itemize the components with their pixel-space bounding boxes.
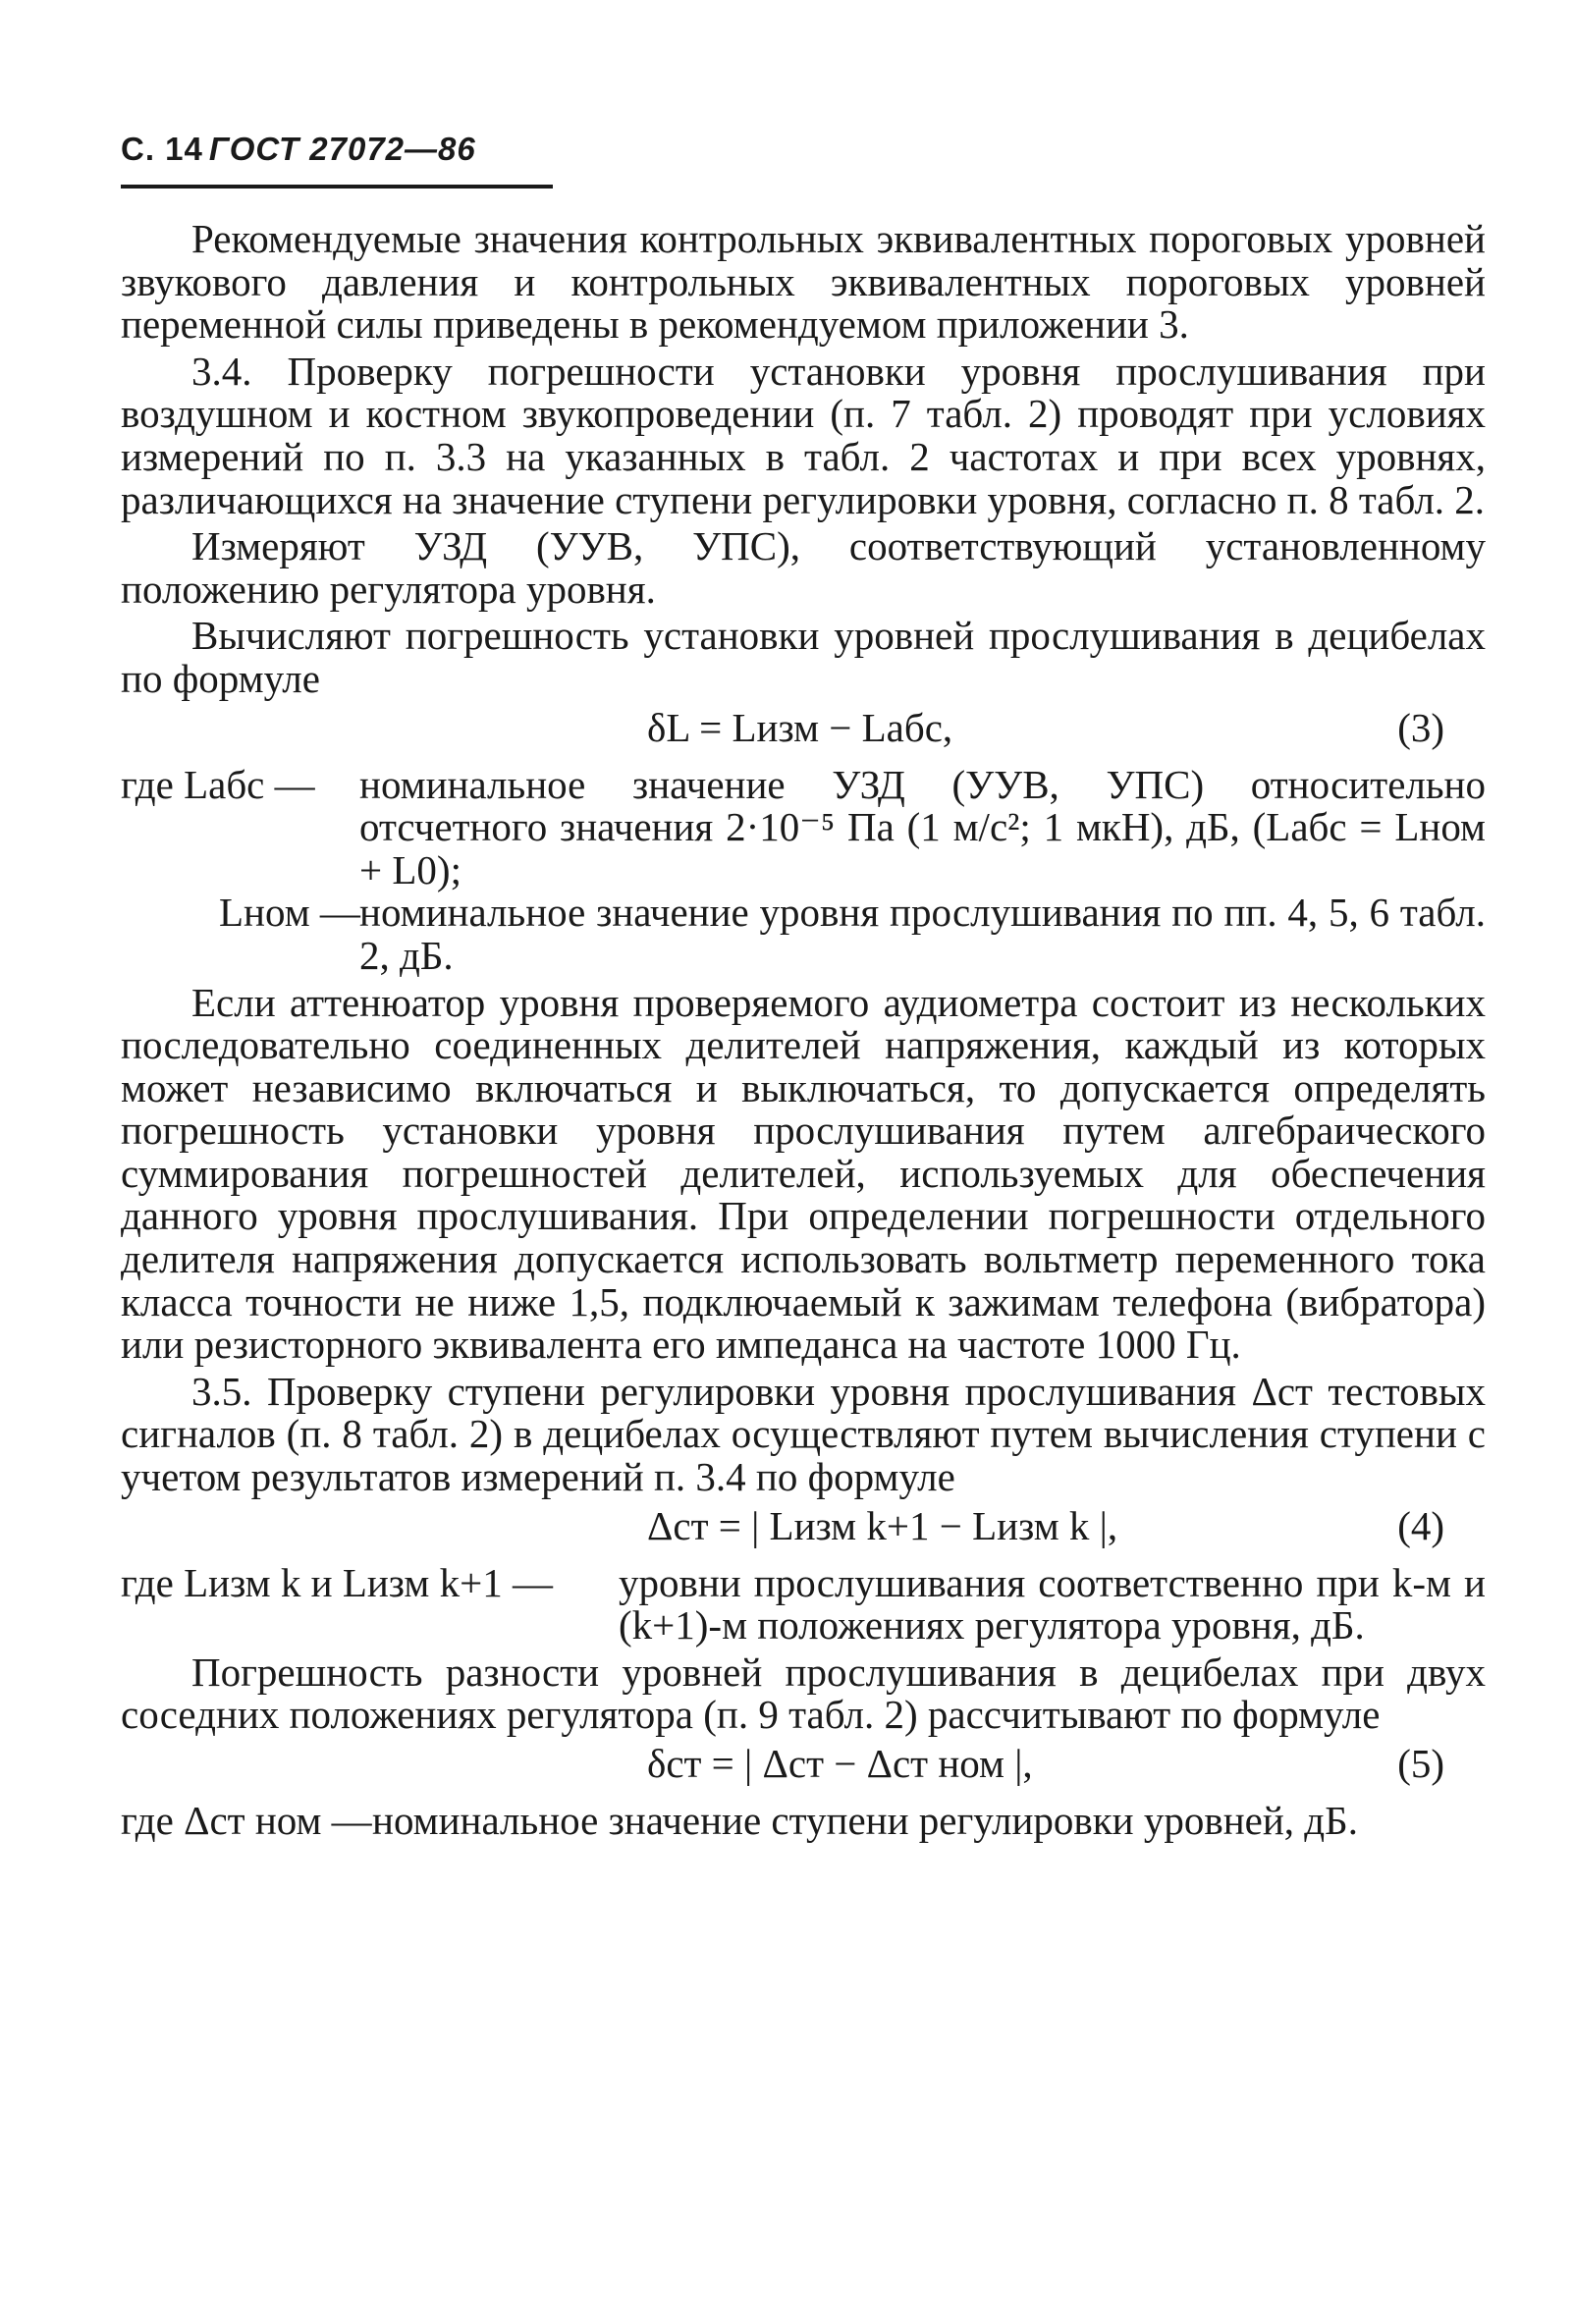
definition xyxy=(121,761,1486,892)
definition-text: уровни прослушивания соответственно при k-м и (k+1)-м положениях регулятора уровня, дБ. xyxy=(619,1559,1486,1648)
paragraph: Вычисляют погрешность установки уровней прослушивания в децибелах по формуле xyxy=(121,613,1486,701)
definition xyxy=(121,892,1486,977)
standard-code: ГОСТ 27072—86 xyxy=(208,131,476,167)
paragraph: Погрешность разности уровней прослушивания в децибелах при двух соседних положениях регулятора (п. 9 табл. 2) рассчитывают по формуле xyxy=(121,1648,1486,1738)
definition xyxy=(121,1559,1486,1648)
page-header xyxy=(121,131,476,168)
paragraph: Если аттенюатор уровня проверяемого аудиометра состоит из нескольких последовательно соединенных делителей напряжения, каждый из которых может независимо включаться и выключаться, то допускается определять погрешность установки уровня прослушивания путем алгебраического суммирования погрешностей делителей, используемых для обеспечения данного уровня прослушивания. При определении погрешности отдельного делителя напряжения допускается использовать вольтметр переменного тока класса точности не ниже 1,5, подключаемый к зажимам телефона (вибратора) или резисторного эквивалента его импеданса на частоте 1000 Гц. xyxy=(121,979,1486,1368)
definition-symbol: где Lабс — xyxy=(121,761,315,807)
definition-text: номинальное значение УЗД (УУВ, УПС) относительно отсчетного значения 2·10⁻⁵ Па (1 м/с²; 1 мкН), дБ, (Lабс = Lном + L0); xyxy=(359,761,1486,892)
formula-expression: δL = Lизм − Lабс, xyxy=(647,704,953,750)
definition-symbol: Lном — xyxy=(219,890,360,936)
formula-number: (4) xyxy=(1397,1502,1444,1548)
definition-symbol: где Δст ном — xyxy=(121,1798,372,1843)
page-number: С. 14 xyxy=(121,131,203,167)
formula-4 xyxy=(121,1502,1486,1560)
header-rule xyxy=(121,185,553,189)
definition xyxy=(121,1800,1486,1843)
paragraph: Измеряют УЗД (УУВ, УПС), соответствующий установленному положению регулятора уровня. xyxy=(121,523,1486,612)
paragraph: 3.5. Проверку ступени регулировки уровня прослушивания Δст тестовых сигналов (п. 8 табл. 2) в децибелах осуществляют путем вычисления ступени с учетом результатов измерений п. 3.4 по формуле xyxy=(121,1368,1486,1500)
paragraph: 3.4. Проверку погрешности установки уровня прослушивания при воздушном и костном звукопроведении (п. 7 табл. 2) проводят при условиях измерений по п. 3.3 на указанных в табл. 2 частотах и при всех уровнях, различающихся на значение ступени регулировки уровня, согласно п. 8 табл. 2. xyxy=(121,348,1486,522)
paragraph: Рекомендуемые значения контрольных эквивалентных пороговых уровней звукового давления и контрольных эквивалентных пороговых уровней переменной силы приведены в рекомендуемом приложении 3. xyxy=(121,216,1486,348)
definition-text: номинальное значение ступени регулировки уровней, дБ. xyxy=(372,1798,1358,1843)
formula-number: (3) xyxy=(1397,704,1444,750)
formula-5 xyxy=(121,1743,1486,1798)
formula-expression: δст = | Δст − Δст ном |, xyxy=(647,1741,1033,1786)
formula-number: (5) xyxy=(1397,1741,1444,1786)
formula-3 xyxy=(121,704,1486,762)
formula-expression: Δст = | Lизм k+1 − Lизм k |, xyxy=(647,1502,1118,1548)
document-body xyxy=(121,218,1486,1843)
definition-symbol: где Lизм k и Lизм k+1 — xyxy=(121,1559,553,1605)
definition-text: номинальное значение уровня прослушивания по пп. 4, 5, 6 табл. 2, дБ. xyxy=(359,890,1486,978)
